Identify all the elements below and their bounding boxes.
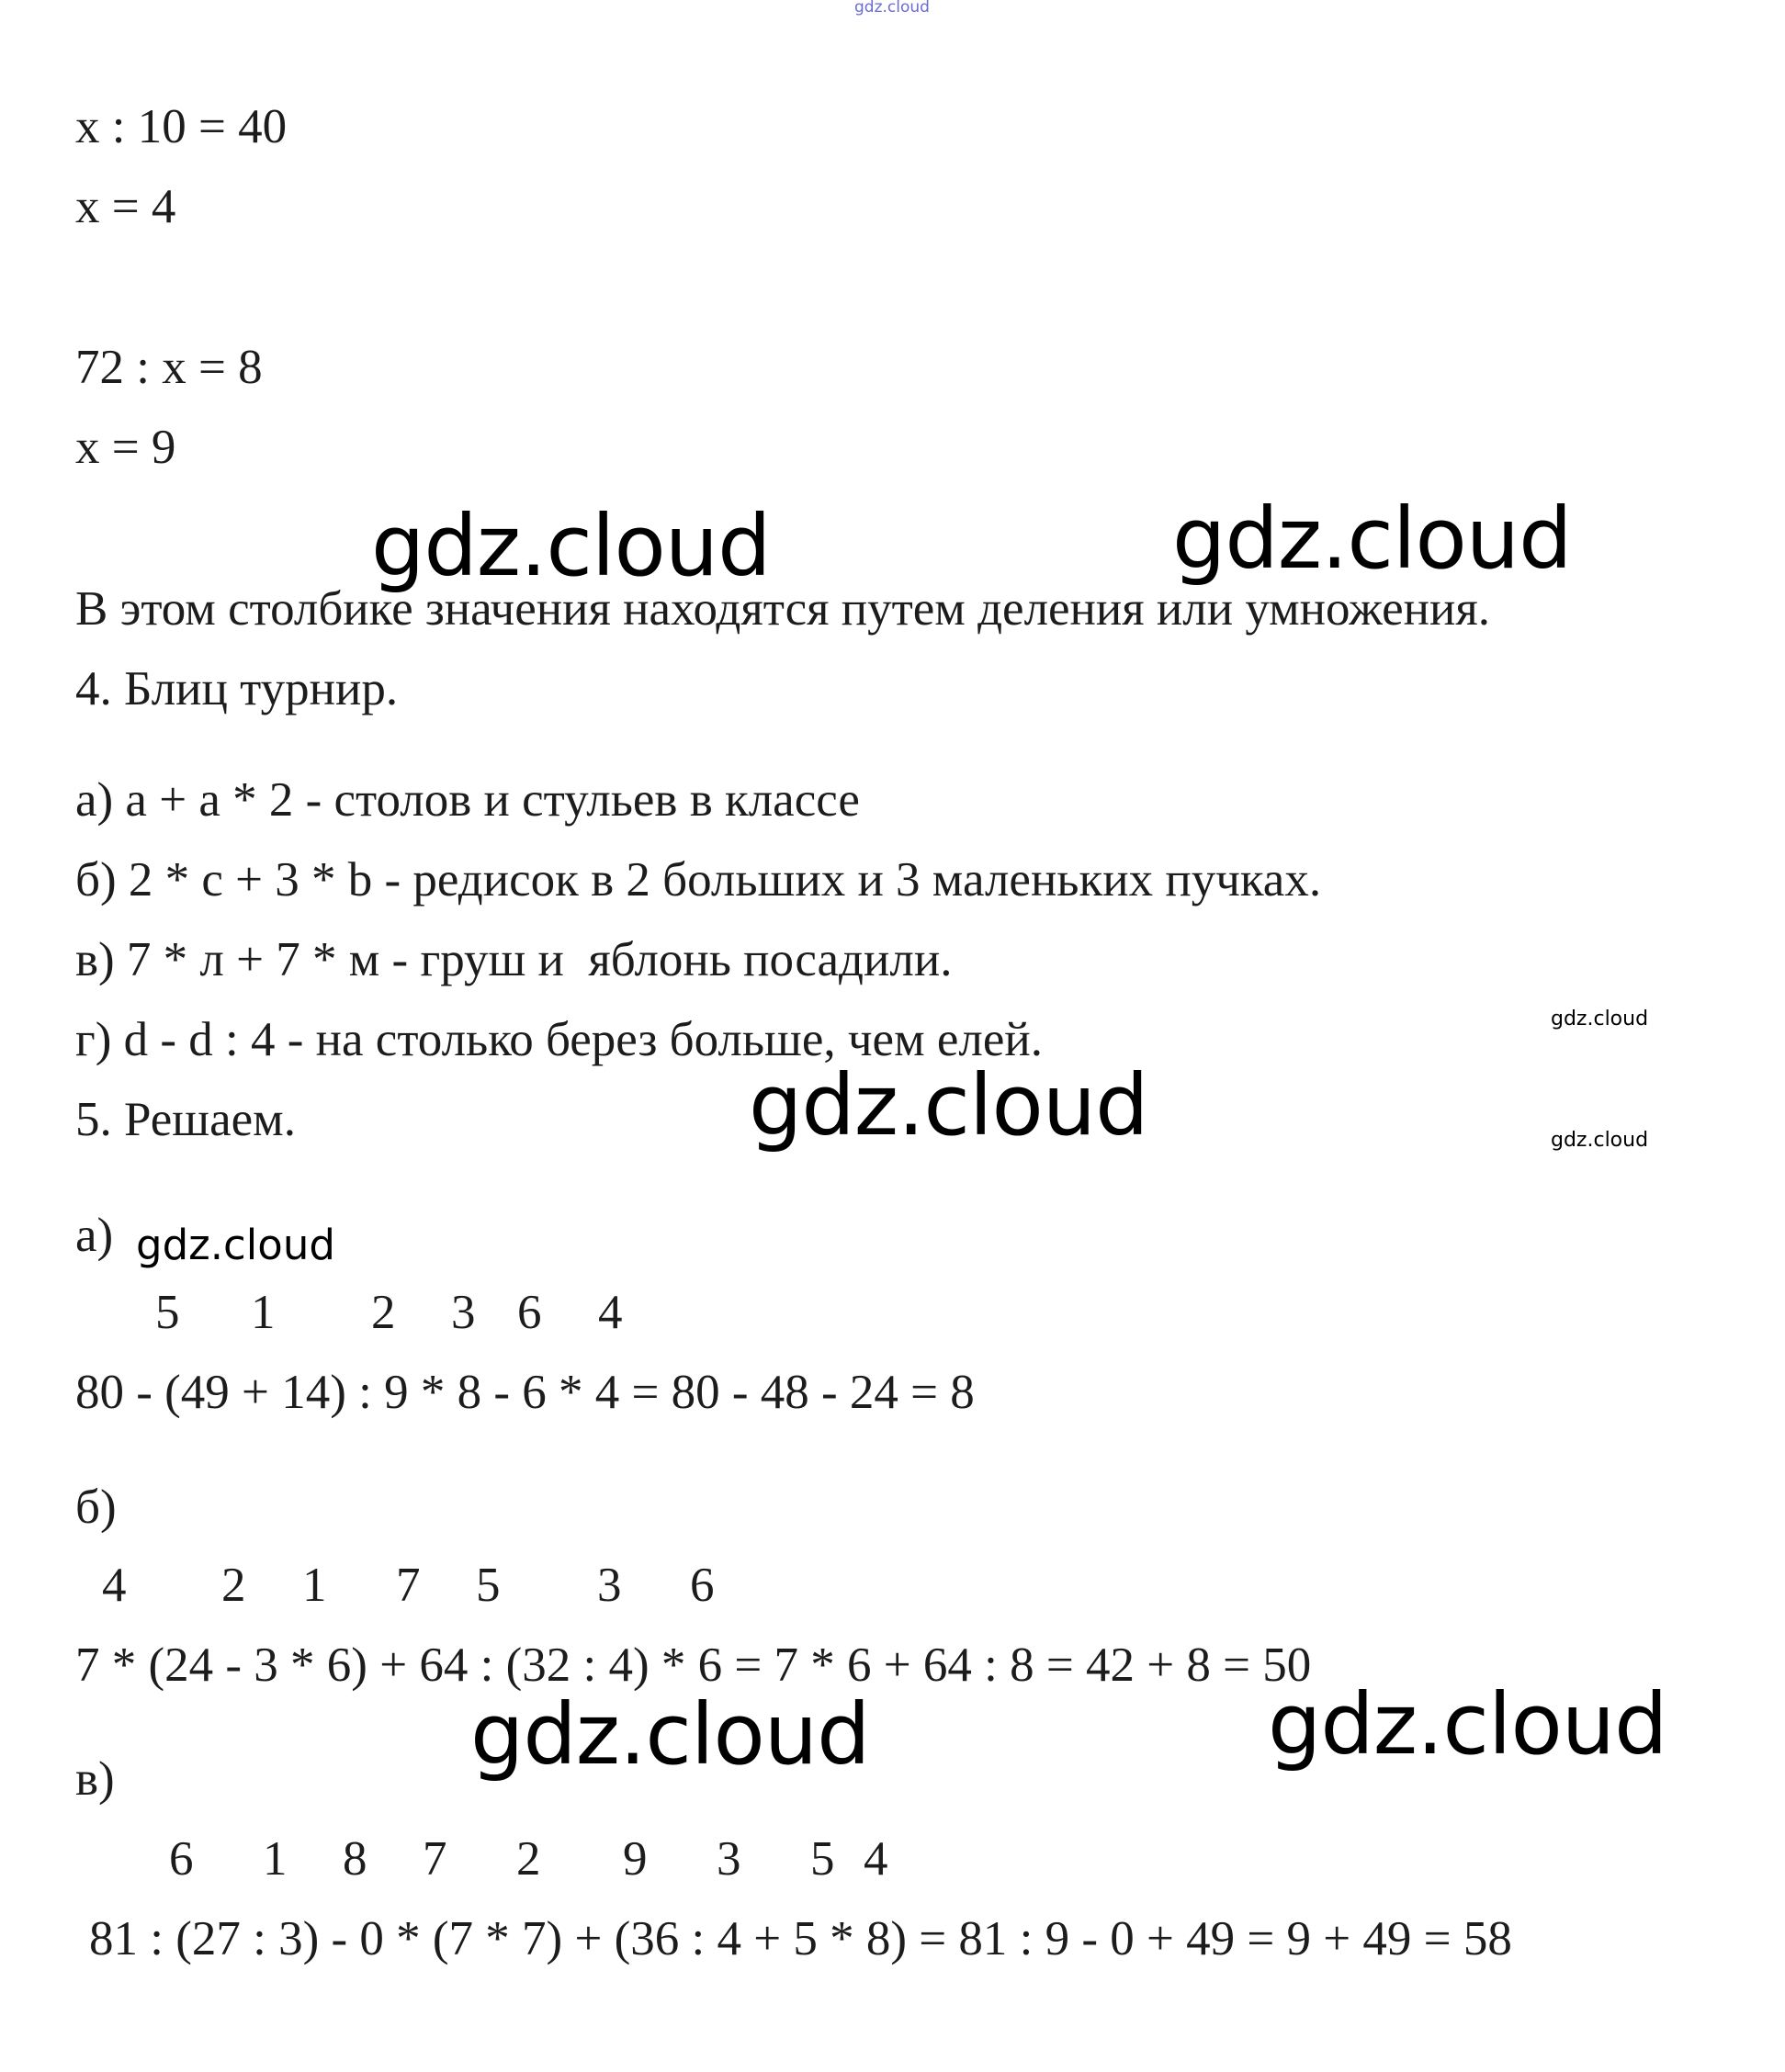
order-number: 4 [102,1559,127,1612]
task-5-title: 5. Решаем. [75,1093,296,1146]
task-5a-expression: 80 - (49 + 14) : 9 * 8 - 6 * 4 = 80 - 48 - 24 = 8 [75,1366,975,1419]
order-number: 5 [810,1832,835,1886]
task-4-item-v: в) 7 * л + 7 * м - груш и яблонь посадили. [75,933,953,986]
order-number: 4 [598,1286,623,1339]
equation-1-line-1: x : 10 = 40 [75,100,288,153]
order-number: 6 [517,1286,542,1339]
task-4-item-a: а) a + a * 2 - столов и стульев в классе [75,773,860,827]
order-number: 7 [396,1559,421,1612]
watermark-small: gdz.cloud [1551,1129,1649,1152]
watermark-large: gdz.cloud [749,1056,1148,1154]
order-number: 2 [371,1286,396,1339]
order-number: 5 [155,1286,180,1339]
order-number: 3 [717,1832,741,1886]
order-number: 6 [690,1559,715,1612]
order-number: 6 [169,1832,194,1886]
task-5v-label: в) [75,1752,115,1806]
order-number: 5 [476,1559,501,1612]
watermark-large: gdz.cloud [470,1685,870,1784]
task-5b-expression: 7 * (24 - 3 * 6) + 64 : (32 : 4) * 6 = 7 * 6 + 64 : 8 = 42 + 8 = 50 [75,1638,1312,1692]
order-number: 3 [597,1559,622,1612]
watermark-small: gdz.cloud [1551,1008,1649,1030]
watermark-top: gdz.cloud [854,0,930,17]
note-text: В этом столбике значения находятся путем деления или умножения. [75,582,1491,636]
order-number: 1 [263,1832,288,1886]
order-number: 3 [451,1286,476,1339]
equation-2-line-1: 72 : x = 8 [75,341,263,394]
task-4-item-g: г) d - d : 4 - на столько берез больше, чем елей. [75,1013,1043,1066]
order-number: 7 [423,1832,447,1886]
watermark-medium: gdz.cloud [136,1221,335,1269]
task-5v-expression: 81 : (27 : 3) - 0 * (7 * 7) + (36 : 4 + 5 * 8) = 81 : 9 - 0 + 49 = 9 + 49 = 58 [89,1912,1512,1965]
task-5b-label: б) [75,1481,117,1534]
task-4-item-b: б) 2 * c + 3 * b - редисок в 2 больших и 3 маленьких пучках. [75,853,1322,906]
order-number: 8 [343,1832,367,1886]
equation-2-line-2: x = 9 [75,421,176,474]
equation-1-line-2: x = 4 [75,180,176,233]
watermark-large: gdz.cloud [1268,1675,1667,1774]
watermark-large: gdz.cloud [371,497,771,595]
order-number: 2 [516,1832,541,1886]
order-number: 9 [623,1832,648,1886]
task-4-title: 4. Блиц турнир. [75,662,399,715]
order-number: 2 [221,1559,246,1612]
task-5a-label: а) [75,1209,114,1262]
order-number: 1 [251,1286,276,1339]
watermark-large: gdz.cloud [1172,490,1572,588]
order-number: 1 [302,1559,327,1612]
order-number: 4 [864,1832,888,1886]
